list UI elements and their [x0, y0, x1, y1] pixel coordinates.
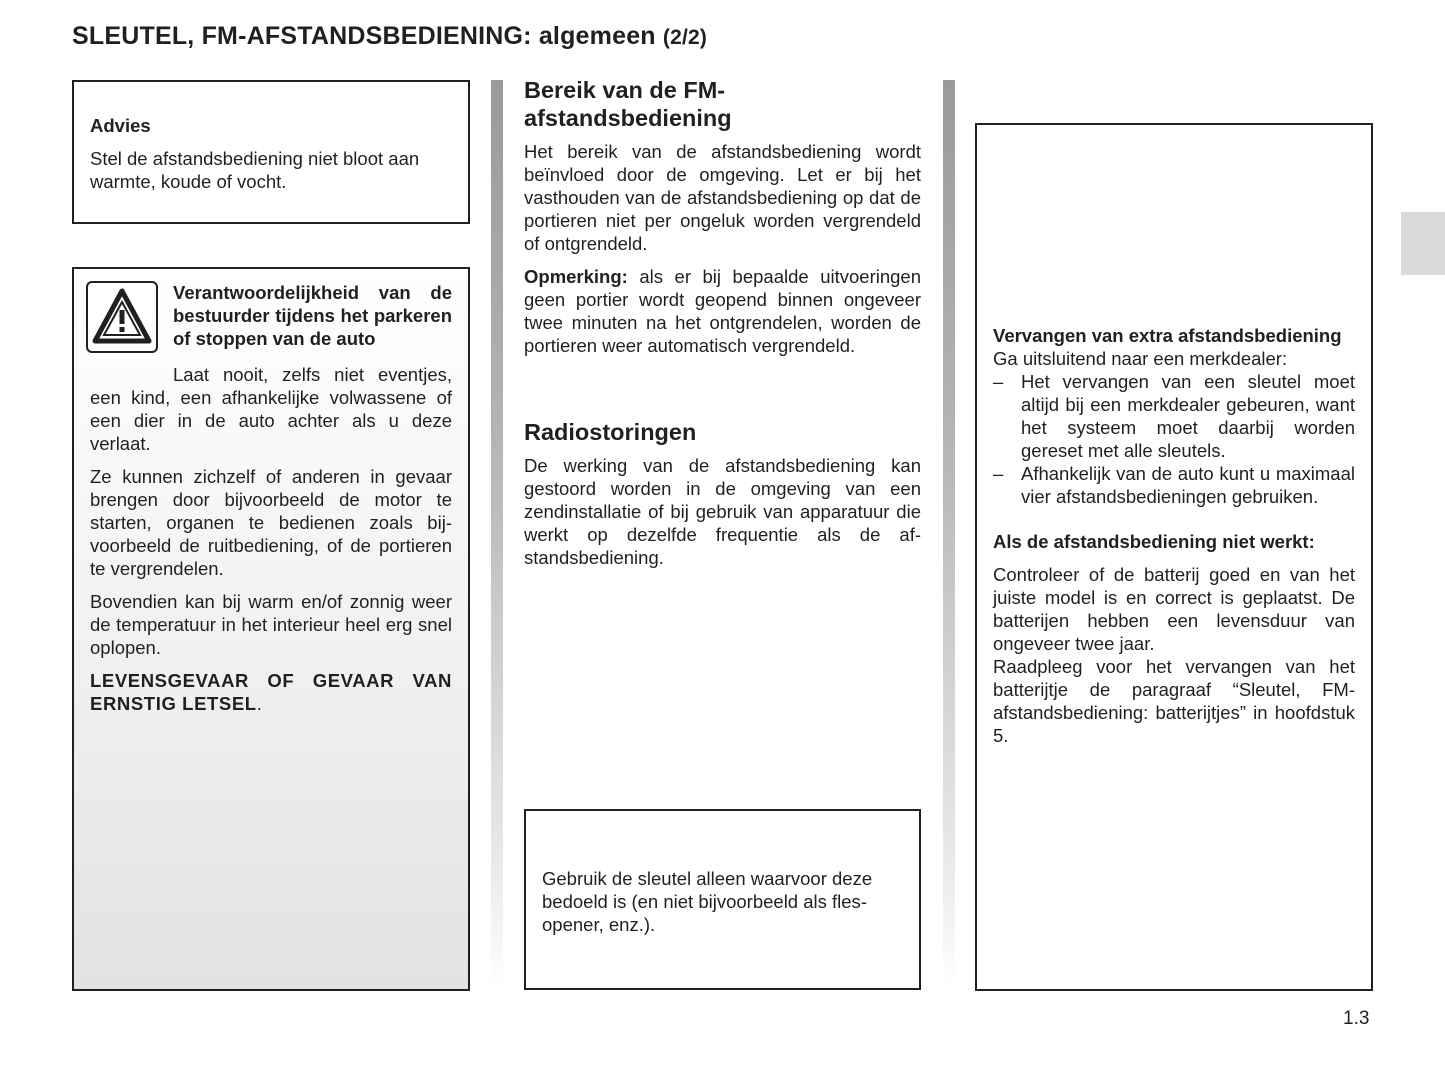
radio-heading: Radiostoringen	[524, 419, 697, 445]
column-divider-right	[943, 80, 955, 990]
not-working-paragraph-2: Raadpleeg voor het vervangen van het batterijtje de paragraaf “Sleutel, FM-afstandsbediening: batterijtjes” in hoofdstuk 5.	[993, 656, 1355, 746]
range-note	[524, 265, 921, 357]
list-item	[993, 370, 1355, 462]
warning-paragraph-2: Ze kunnen zichzelf of anderen in gevaar brengen door bijvoorbeeld de motor te starten, organen te bedienen zoals bijvoorbeeld de ruitbediening, of de portieren te vergrendelen.	[90, 466, 452, 579]
list-item-text: Afhankelijk van de auto kunt u maximaal vier afstandsbedieningen gebruiken.	[1021, 463, 1355, 507]
not-working-paragraph-1: Controleer of de batterij goed en van het juiste model is en correct is geplaatst. De batterijen hebben een levensduur van ongeveer twee jaar.	[993, 564, 1355, 654]
danger-text: LEVENSGEVAAR OF GEVAAR VAN ERNSTIG LETSEL	[90, 670, 452, 714]
note-label: Opmerking:	[524, 266, 628, 287]
warning-box	[72, 267, 470, 991]
dash-bullet: –	[993, 463, 1004, 484]
advice-heading: Advies	[90, 115, 151, 136]
note-text: als er bij bepaalde uitvoeringen geen portier wordt geopend binnen ongeveer twee minuten na het ontgrendelen, worden de portieren weer automatisch vergrendeld.	[524, 266, 921, 356]
page-title	[72, 22, 707, 51]
usage-box	[524, 809, 921, 990]
replacement-intro: Ga uitsluitend naar een merkdealer:	[993, 348, 1288, 369]
replacement-heading: Vervangen van extra afstandsbediening	[993, 325, 1342, 346]
page-number: 1.3	[1343, 1008, 1370, 1029]
column-divider-left	[491, 80, 503, 990]
warning-danger	[90, 669, 452, 715]
warning-paragraph-3: Bovendien kan bij warm en/of zonnig weer de temperatuur in het interieur heel erg snel oplopen.	[90, 591, 452, 658]
not-working-heading: Als de afstandsbediening niet werkt:	[993, 531, 1315, 552]
danger-period: .	[256, 693, 262, 714]
chapter-thumb-tab	[1401, 212, 1445, 275]
warning-paragraph-1: Laat nooit, zelfs niet eventjes, een kind, een afhankelijke volwassene of een dier in de auto achter als u deze verlaat.	[90, 364, 452, 454]
dash-bullet: –	[993, 371, 1004, 392]
radio-section	[524, 418, 921, 569]
warning-heading: Verantwoordelijkheid van de bestuurder tijdens het parkeren of stoppen van de auto	[173, 282, 452, 349]
range-heading: Bereik van de FM-afstandsbediening	[524, 77, 732, 131]
list-item-text: Het vervangen van een sleutel moet altijd bij een merkdealer gebeuren, want het systeem moet daarbij worden gereset met alle sleutels.	[1021, 371, 1355, 461]
advice-box	[72, 80, 470, 224]
page-title-part: (2/2)	[662, 26, 708, 49]
range-paragraph: Het bereik van de afstandsbediening wordt beïnvloed door de omgeving. Let er bij het vasthouden van de afstandsbediening op dat de portieren niet per ongeluk worden vergrendeld of ontgrendeld.	[524, 141, 921, 254]
warning-triangle-icon	[86, 281, 158, 353]
range-section	[524, 76, 921, 357]
replacement-list	[993, 370, 1355, 508]
replacement-box	[975, 123, 1373, 991]
page-title-main: SLEUTEL, FM-AFSTANDSBEDIENING: algemeen	[72, 22, 656, 50]
radio-paragraph: De werking van de afstandsbediening kan gestoord worden in de omgeving van een zendinstallatie of bij gebruik van apparatuur die werkt op dezelfde frequentie als de afstandsbediening.	[524, 455, 921, 568]
advice-text: Stel de afstandsbediening niet bloot aan warmte, koude of vocht.	[90, 148, 420, 192]
usage-text: Gebruik de sleutel alleen waarvoor deze bedoeld is (en niet bijvoorbeeld als flesopener, enz.).	[542, 868, 873, 935]
list-item	[993, 462, 1355, 508]
